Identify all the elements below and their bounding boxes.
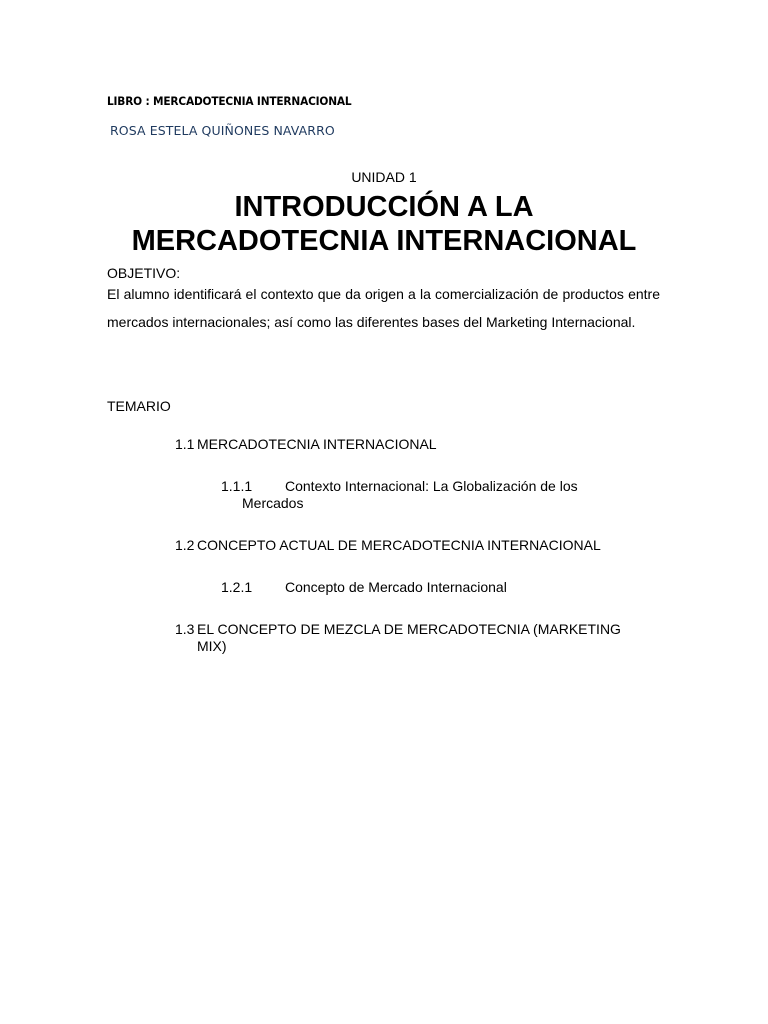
toc-item-1-2 — [175, 537, 601, 554]
unit-label: UNIDAD 1 — [351, 169, 417, 185]
author-name: ROSA ESTELA QUIÑONES NAVARRO — [110, 123, 335, 138]
book-title: LIBRO : MERCADOTECNIA INTERNACIONAL — [107, 94, 352, 108]
toc-number: 1.2.1 — [221, 579, 253, 595]
toc-item-1-2-1 — [221, 579, 507, 596]
toc-number: 1.1 — [175, 436, 195, 452]
toc-item-1-1 — [175, 436, 437, 453]
unit-title-line2: MERCADOTECNIA INTERNACIONAL — [131, 225, 637, 257]
toc-text: Concepto de Mercado Internacional — [285, 579, 507, 595]
toc-item-1-3 — [175, 621, 621, 655]
toc-number: 1.1.1 — [221, 478, 253, 494]
toc-text: CONCEPTO ACTUAL DE MERCADOTECNIA INTERNACIONAL — [197, 537, 601, 553]
unit-title-line1: INTRODUCCIÓN A LA — [234, 191, 534, 223]
toc-text-continuation: Mercados — [242, 495, 304, 511]
toc-number: 1.2 — [175, 537, 195, 553]
toc-text-continuation: MIX) — [197, 638, 227, 654]
toc-text: MERCADOTECNIA INTERNACIONAL — [197, 436, 437, 452]
toc-item-1-1-1 — [221, 478, 578, 512]
syllabus-label: TEMARIO — [107, 398, 171, 414]
objective-text: El alumno identificará el contexto que da origen a la comercialización de productos entre mercados internacionales; así como las diferentes bases del Marketing Internacional. — [107, 286, 660, 330]
toc-text: Contexto Internacional: La Globalización de los — [285, 478, 578, 494]
objective-label: OBJETIVO: — [107, 265, 181, 281]
toc-text: EL CONCEPTO DE MEZCLA DE MERCADOTECNIA (MARKETING — [197, 621, 621, 637]
toc-number: 1.3 — [175, 621, 195, 637]
unit-title — [0, 190, 768, 258]
